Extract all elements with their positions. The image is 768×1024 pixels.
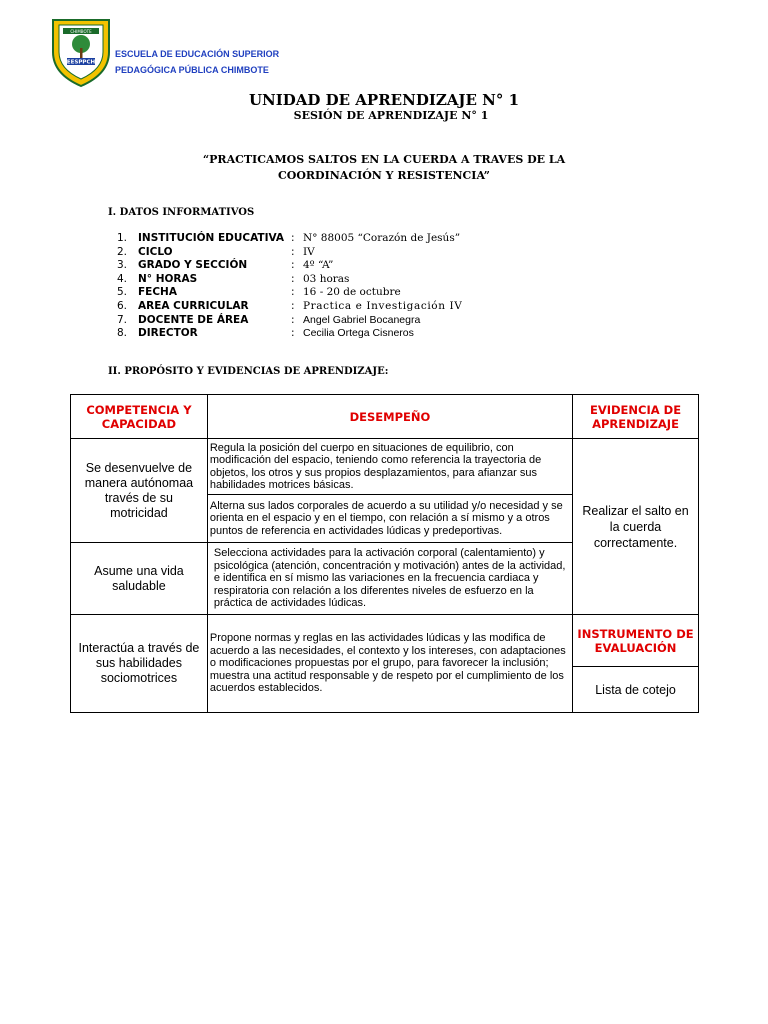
school-name-line2: PEDAGÓGICA PÚBLICA CHIMBOTE (115, 65, 269, 75)
info-label: CICLO (138, 245, 173, 258)
section-proposito-title: II. PROPÓSITO Y EVIDENCIAS DE APRENDIZAJE: (108, 366, 389, 377)
info-label: FECHA (138, 286, 177, 299)
info-value: 4º “A” (303, 259, 334, 272)
info-value: 03 horas (303, 272, 350, 285)
svg-text:EESPPCH: EESPPCH (66, 59, 96, 66)
info-value: IV (303, 245, 315, 258)
info-label: DOCENTE DE ÁREA (138, 313, 249, 326)
competencia-cell: Interactúa a través de sus habilidades sociomotrices (71, 615, 208, 713)
info-num: 7. (117, 313, 128, 326)
topic-title (0, 152, 768, 184)
desempeno-cell: Alterna sus lados corporales de acuerdo a su utilidad y/o necesidad y se orienta en el espacio y en el tiempo, con relación a sí mismo y a otros puntos de referencia en actividades lúdicas y predeportivas. (207, 495, 572, 543)
table-header-row (71, 395, 699, 439)
info-sep: : (291, 313, 295, 326)
desempeno-cell: Propone normas y reglas en las actividades lúdicas y las modifica de acuerdo a las necesidades, el contexto y los intereses, con adaptaciones o modificaciones propuestas por el grupo, para favorecer la inclusión; muestra una actitud responsable y de respeto por el cumplimiento de los acuerdos establecidos. (207, 615, 572, 713)
info-num: 3. (117, 259, 128, 272)
instrument-cell: Lista de cotejo (573, 667, 699, 713)
info-sep: : (291, 299, 295, 312)
evidence-cell: Realizar el salto en la cuerda correctamente. (573, 439, 699, 615)
school-name-line1: ESCUELA DE EDUCACIÓN SUPERIOR (115, 49, 280, 59)
header-desempeno: DESEMPEÑO (207, 395, 572, 439)
info-num: 1. (117, 232, 128, 244)
topic-title-line2: COORDINACIÓN Y RESISTENCIA” (277, 169, 491, 182)
header-competencia: COMPETENCIA Y CAPACIDAD (71, 395, 208, 439)
info-sep: : (291, 259, 295, 272)
info-label: INSTITUCIÓN EDUCATIVA (138, 232, 285, 244)
info-value: N° 88005 “Corazón de Jesús” (303, 232, 461, 244)
info-label: DIRECTOR (138, 327, 198, 340)
school-name (115, 46, 279, 78)
info-sep: : (291, 327, 295, 340)
info-num: 6. (117, 299, 128, 312)
info-value: Angel Gabriel Bocanegra (303, 313, 421, 326)
instrument-header: INSTRUMENTO DE EVALUACIÓN (573, 615, 699, 667)
desempeno-cell: Selecciona actividades para la activación corporal (calentamiento) y psicológica (atención, concentración y motivación) antes de la actividad, e identifica en sí mismo las variaciones en la frecuencia cardiaca y respiratoria con relación a los diferentes niveles de esfuerzo en la práctica de actividades lúdicas. (207, 543, 572, 615)
info-sep: : (291, 245, 295, 258)
info-value: 16 - 20 de octubre (303, 286, 401, 299)
competencia-cell: Se desenvuelve de manera autónomaa través de su motricidad (71, 439, 208, 543)
info-num: 2. (117, 245, 128, 258)
competencia-cell: Asume una vida saludable (71, 543, 208, 615)
table-row (71, 439, 699, 495)
info-sep: : (291, 232, 295, 244)
info-num: 4. (117, 272, 128, 285)
session-title: SESIÓN DE APRENDIZAJE N° 1 (293, 109, 489, 122)
desempeno-cell: Regula la posición del cuerpo en situaciones de equilibrio, con modificación del espacio, teniendo como referencia la trayectoria de objetos, los otros y sus propios desplazamientos, para afianzar sus habilidades motrices básicas. (207, 439, 572, 495)
table-row (71, 615, 699, 667)
learning-table (70, 394, 699, 713)
unit-title: UNIDAD DE APRENDIZAJE N° 1 (248, 91, 520, 109)
info-num: 5. (117, 286, 128, 299)
info-value: Practica e Investigación IV (303, 299, 463, 312)
info-value: Cecilia Ortega Cisneros (303, 327, 414, 340)
section-datos-title: I. DATOS INFORMATIVOS (108, 207, 255, 218)
school-logo (50, 14, 112, 88)
info-sep: : (291, 272, 295, 285)
topic-title-line1: “PRACTICAMOS SALTOS EN LA CUERDA A TRAVES DE LA (202, 153, 566, 166)
info-label: AREA CURRICULAR (138, 299, 249, 312)
info-num: 8. (117, 327, 128, 340)
info-label: N° HORAS (138, 272, 198, 285)
info-sep: : (291, 286, 295, 299)
svg-text:CHIMBOTE: CHIMBOTE (70, 28, 92, 34)
info-label: GRADO Y SECCIÓN (138, 259, 248, 272)
header-evidencia: EVIDENCIA DE APRENDIZAJE (573, 395, 699, 439)
